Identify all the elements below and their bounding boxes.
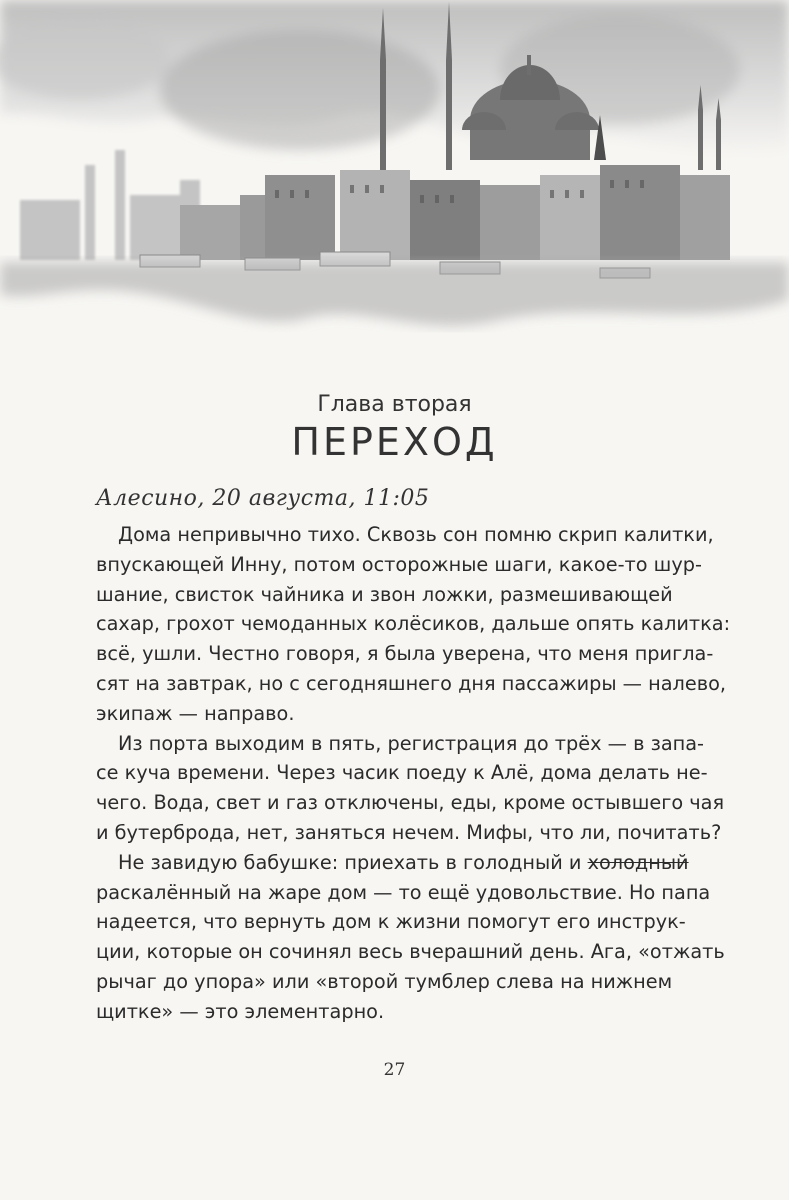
distant-buildings xyxy=(20,150,200,260)
body-text xyxy=(96,520,731,1027)
text-line: раскалённый на жаре дом — то ещё удовольствие. Но папа xyxy=(96,880,711,904)
watercolor-istanbul-skyline-illustration xyxy=(0,0,789,360)
sky-wash xyxy=(0,0,789,155)
paragraph-1 xyxy=(96,520,731,729)
chapter-title: ПЕРЕХОД xyxy=(291,420,498,464)
text-line: надеется, что вернуть дом к жизни помогут его инструк- xyxy=(96,910,686,934)
text-line: Из порта выходим в пять, регистрация до трёх — в запа- xyxy=(118,731,705,755)
text-line: щитке» — это элементарно. xyxy=(96,999,385,1023)
city-buildings xyxy=(180,165,730,260)
diary-entry-heading: Алесино, 20 августа, 11:05 xyxy=(96,486,430,511)
text-line: Дома непривычно тихо. Сквозь сон помню скрип калитки, xyxy=(118,523,714,546)
water-reflection xyxy=(0,262,789,326)
text-line xyxy=(96,848,689,878)
text-line: шание, свисток чайника и звон ложки, размешивающей xyxy=(96,582,673,606)
text-line: ции, которые он сочинял весь вчерашний день. Ага, «отжать xyxy=(96,940,725,964)
text-line: се куча времени. Через часик поеду к Алё, дома делать не- xyxy=(96,761,708,785)
text-line: и бутерброда, нет, заняться нечем. Мифы, что ли, почитать? xyxy=(96,820,722,844)
chapter-label: Глава вторая xyxy=(317,392,472,417)
page-number: 27 xyxy=(383,1060,406,1080)
text-line: экипаж — направо. xyxy=(96,701,295,725)
text-line: рычаг до упора» или «второй тумблер слева на нижнем xyxy=(96,969,673,993)
text-line: впускающей Инну, потом осторожные шаги, какое-то шур- xyxy=(96,552,702,576)
text-line: сахар, грохот чемоданных колёсиков, дальше опять калитка: xyxy=(96,612,731,636)
struck-word: холодный xyxy=(587,850,689,874)
text-line: всё, ушли. Честно говоря, я была уверена, что меня пригла- xyxy=(96,642,714,666)
paragraph-3 xyxy=(96,848,725,1027)
text-line: чего. Вода, свет и газ отключены, еды, кроме остывшего чая xyxy=(96,791,725,815)
text-line: сят на завтрак, но с сегодняшнего дня пассажиры — налево, xyxy=(96,671,726,695)
paragraph-2 xyxy=(96,729,725,848)
text-run: Не завидую бабушке: приехать в голодный и xyxy=(118,850,588,874)
